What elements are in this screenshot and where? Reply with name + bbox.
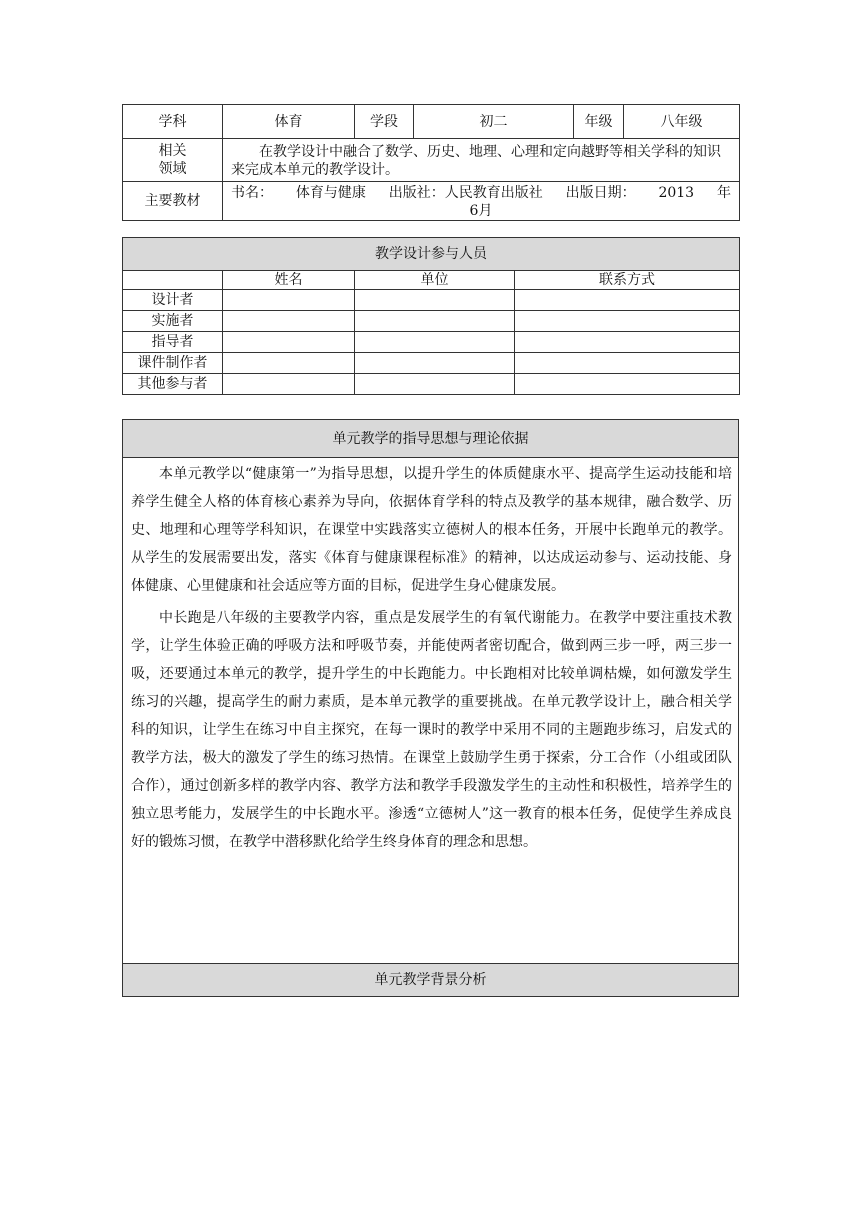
unit-cell (355, 353, 515, 374)
subject-info-table (122, 104, 740, 221)
contact-cell (515, 311, 740, 332)
pub-date-label: 出版日期： (565, 185, 636, 201)
book-name: 体育与健康 (295, 185, 366, 201)
col-unit: 单位 (355, 271, 515, 290)
participant-row-implementer (123, 311, 740, 332)
related-label (123, 139, 223, 182)
unit-cell (355, 374, 515, 395)
col-name: 姓名 (223, 271, 355, 290)
participant-row-courseware (123, 353, 740, 374)
role-label: 指导者 (123, 332, 223, 353)
name-cell (223, 353, 355, 374)
col-contact: 联系方式 (515, 271, 740, 290)
role-label: 其他参与者 (123, 374, 223, 395)
book-name-label: 书名： (231, 185, 273, 201)
subject-row (123, 105, 740, 139)
contact-cell (515, 290, 740, 311)
grade-value: 八年级 (624, 105, 740, 139)
guiding-paragraph-1: 本单元教学以“健康第一”为指导思想，以提升学生的体质健康水平、提高学生运动技能和培养学生健全人格的体育核心素养为导向，依据体育学科的特点及教学的基本规律，融合数学、历史、地理和心理等学科知识，在课堂中实践落实立德树人的根本任务，开展中长跑单元的教学。从学生的发展需要出发，落实《体育与健康课程标准》的精神，以达成运动参与、运动技能、身体健康、心里健康和社会适应等方面的目标，促进学生身心健康发展。 (131, 466, 732, 594)
name-cell (223, 332, 355, 353)
pub-year: 2013 (658, 185, 695, 201)
role-label: 设计者 (123, 290, 223, 311)
participants-title: 教学设计参与人员 (123, 238, 740, 271)
contact-cell (515, 353, 740, 374)
background-analysis-title: 单元教学背景分析 (123, 964, 739, 997)
blank-cell (123, 271, 223, 290)
guiding-body (123, 458, 739, 964)
participants-header-row (123, 238, 740, 271)
background-header-row (123, 964, 739, 997)
subject-value: 体育 (223, 105, 355, 139)
contact-cell (515, 332, 740, 353)
pub-year-suffix: 年 (716, 185, 731, 201)
related-label-line-2: 领域 (158, 161, 187, 177)
participants-table (122, 237, 740, 395)
subject-label: 学科 (123, 105, 223, 139)
stage-label: 学段 (355, 105, 414, 139)
unit-cell (355, 332, 515, 353)
participant-row-others (123, 374, 740, 395)
related-label-line-1: 相关 (158, 143, 187, 159)
role-label: 实施者 (123, 311, 223, 332)
guiding-paragraph-2: 中长跑是八年级的主要教学内容，重点是发展学生的有氧代谢能力。在教学中要注重技术教学，让学生体验正确的呼吸方法和呼吸节奏，并能使两者密切配合，做到两三步一呼，两三步一吸，还要通过本单元的教学，提升学生的中长跑能力。中长跑相对比较单调枯燥，如何激发学生练习的兴趣，提高学生的耐力素质，是本单元教学的重要挑战。在单元教学设计上，融合相关学科的知识，让学生在练习中自主探究，在每一课时的教学中采用不同的主题跑步练习，启发式的教学方法，极大的激发了学生的练习热情。在课堂上鼓励学生勇于探索，分工合作（小组或团队合作），通过创新多样的教学内容、教学方法和教学手段激发学生的主动性和积极性，培养学生的独立思考能力，发展学生的中长跑水平。渗透“立德树人”这一教育的根本任务，促使学生养成良好的锻炼习惯，在教学中潜移默化给学生终身体育的理念和思想。 (131, 610, 732, 850)
stage-value: 初二 (414, 105, 574, 139)
unit-cell (355, 290, 515, 311)
guiding-body-row (123, 458, 739, 964)
related-value: 在教学设计中融合了数学、历史、地理、心理和定向越野等相关学科的知识来完成本单元的教学设计。 (223, 139, 740, 182)
textbook-line-1 (223, 182, 739, 202)
participant-row-designer (123, 290, 740, 311)
name-cell (223, 290, 355, 311)
role-label: 课件制作者 (123, 353, 223, 374)
publisher: 出版社：人民教育出版社 (388, 185, 543, 201)
guiding-thought-table (122, 419, 739, 997)
name-cell (223, 311, 355, 332)
participant-row-instructor (123, 332, 740, 353)
name-cell (223, 374, 355, 395)
pub-month: 6月 (469, 203, 493, 219)
grade-label: 年级 (574, 105, 624, 139)
textbook-label: 主要教材 (123, 182, 223, 221)
guiding-header-row (123, 420, 739, 458)
textbook-value (223, 182, 740, 221)
guiding-title: 单元教学的指导思想与理论依据 (123, 420, 739, 458)
related-row (123, 139, 740, 182)
unit-cell (355, 311, 515, 332)
contact-cell (515, 374, 740, 395)
participants-columns-row (123, 271, 740, 290)
textbook-row (123, 182, 740, 221)
